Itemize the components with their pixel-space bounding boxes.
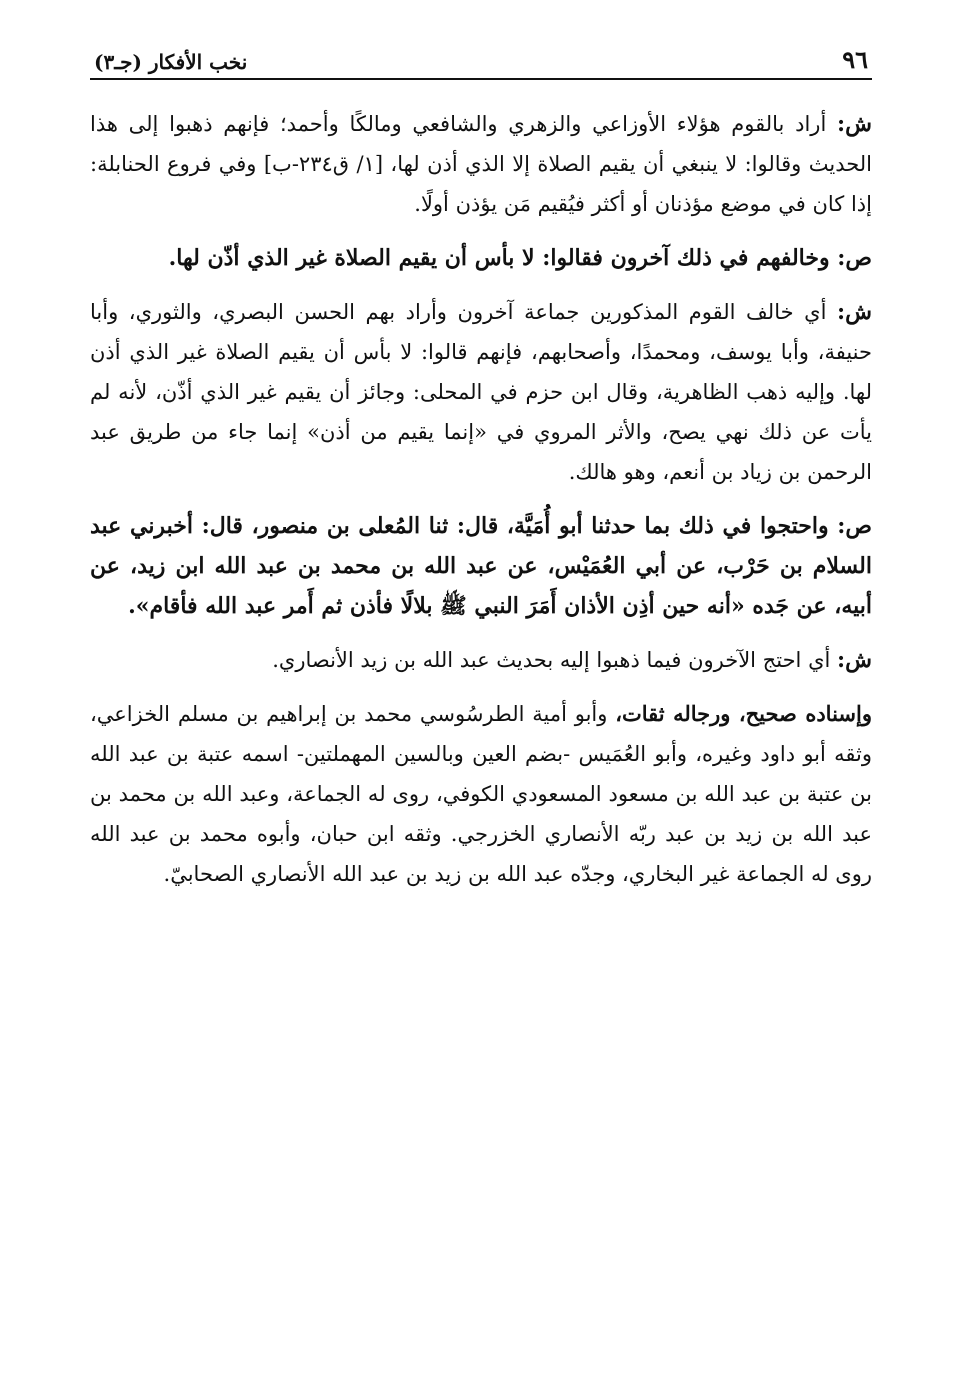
commentary-paragraph xyxy=(90,292,872,492)
paragraph-text: أي خالف القوم المذكورين جماعة آخرون وأراد بهم الحسن البصري، والثوري، وأبا حنيفة، وأبا يوسف، ومحمدًا، وأصحابهم، فإنهم قالوا: لا بأس أن يقيم الصلاة غير الذي أذن لها. وإليه ذهب الظاهرية، وقال ابن حزم في المحلى: وجائز أن يقيم غير الذي أذّن، لأنه لم يأت عن ذلك نهي يصح، والأثر المروي في «إنما يقيم من أذن» إنما جاء من طريق عبد الرحمن بن زياد بن أنعم، وهو هالك. xyxy=(90,300,872,484)
isnad-lead: وإسناده صحيح، ورجاله ثقات، xyxy=(615,701,872,726)
matn-paragraph xyxy=(90,506,872,626)
paragraph-text: وخالفهم في ذلك آخرون فقالوا: لا بأس أن يقيم الصلاة غير الذي أذّن لها. xyxy=(168,245,838,271)
commentary-paragraph xyxy=(90,640,872,680)
page-header xyxy=(90,40,872,80)
page-number: ٩٦ xyxy=(842,45,868,74)
commentary-marker: ش: xyxy=(837,299,872,325)
commentary-marker: ش: xyxy=(837,111,872,137)
paragraph-text: وأبو أمية الطرسُوسي محمد بن إبراهيم بن مسلم الخزاعي، وثقه أبو داود وغيره، وأبو العُمَيس -بضم العين وبالسين المهملتين- اسمه عتبة بن عبد الله بن عتبة بن عبد الله بن مسعود المسعودي الكوفي، روى له الجماعة، وعبد الله بن محمد بن عبد الله بن زيد بن عبد ربّه الأنصاري الخزرجي. وثقه ابن حبان، وأبوه محمد بن عبد الله روى له الجماعة غير البخاري، وجدّه عبد الله بن زيد بن عبد الله الأنصاري الصحابيّ. xyxy=(90,702,872,886)
paragraph-text: واحتجوا في ذلك بما حدثنا أبو أُمَيَّة، قال: ثنا المُعلى بن منصور، قال: أخبرني عبد السلام بن حَرْب، عن أبي العُمَيْس، عن عبد الله بن محمد بن عبد الله ابن زيد، عن أبيه، عن جَده «أنه حين أذِن الأذان أَمَرَ النبي ﷺ بلالًا فأذن ثم أَمر عبد الله فأقام». xyxy=(90,513,872,619)
matn-marker: ص: xyxy=(837,245,872,271)
paragraph-text: أراد بالقوم هؤلاء الأوزاعي والزهري والشافعي ومالكًا وأحمد؛ فإنهم ذهبوا إلى هذا الحديث وقالوا: لا ينبغي أن يقيم الصلاة إلا الذي أذن لها، [١/ ق٢٣٤-ب] وفي فروع الحنابلة: إذا كان في موضع مؤذنان أو أكثر فيُقيم مَن يؤذن أولًا. xyxy=(90,112,873,216)
paragraph-text: أي احتج الآخرون فيما ذهبوا إليه بحديث عبد الله بن زيد الأنصاري. xyxy=(272,648,838,672)
commentary-marker: ش: xyxy=(837,647,872,673)
matn-paragraph xyxy=(90,238,872,278)
commentary-paragraph xyxy=(90,694,872,894)
commentary-paragraph xyxy=(90,104,872,224)
matn-marker: ص: xyxy=(837,513,872,539)
running-title: نخب الأفكار (جـ٣) xyxy=(94,50,248,74)
book-page xyxy=(90,40,872,908)
page-body xyxy=(90,104,872,894)
